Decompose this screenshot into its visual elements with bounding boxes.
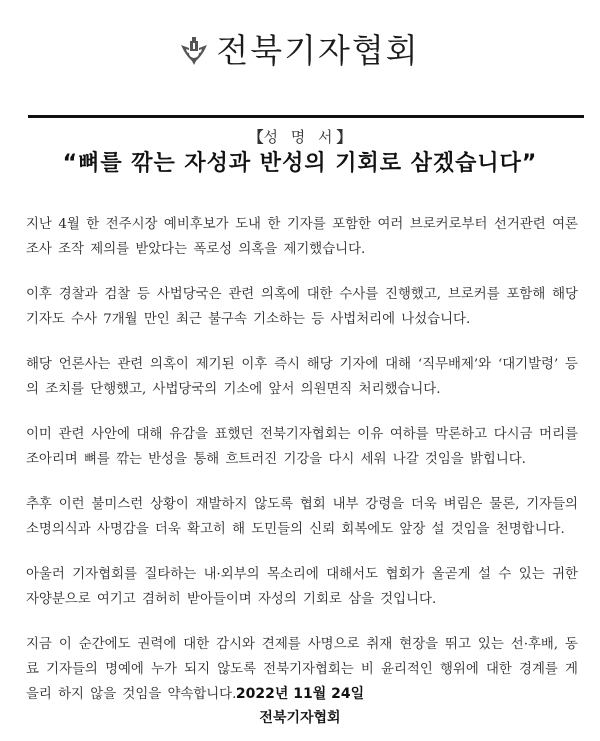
document-type-label bbox=[0, 126, 600, 147]
header-divider bbox=[28, 115, 584, 118]
org-name-logo-text: 전북기자협회 bbox=[216, 30, 420, 70]
statement-label: 성 명 서 bbox=[263, 128, 337, 146]
statement-date: 2022년 11월 24일 bbox=[235, 686, 365, 702]
bracket-close: 】 bbox=[336, 128, 352, 146]
paragraph: 지금 이 순간에도 권력에 대한 감시와 견제를 사명으로 취재 현장을 뛰고 있는 선·후배, 동료 기자들의 명예에 누가 되지 않도록 전북기자협회는 비 윤리적인 행위에 대한 경계를 게을리 하지 않을 것임을 약속합니다. bbox=[26, 637, 578, 702]
document-title: “뼈를 깎는 자성과 반성의 기회로 삼겠습니다” bbox=[62, 151, 538, 176]
paragraph: 해당 언론사는 관련 의혹이 제기된 이후 즉시 해당 기자에 대해 ‘직무배제’와 ‘대기발령’ 등의 조치를 단행했고, 사법당국의 기소에 앞서 의원면직 처리했습니다. bbox=[26, 357, 578, 397]
paragraph: 아울러 기자협회를 질타하는 내·외부의 목소리에 대해서도 협회가 올곧게 설 수 있는 귀한 자양분으로 여기고 겸허히 받아들이며 자성의 기회로 삼을 것입니다. bbox=[26, 567, 578, 607]
paragraph: 이미 관련 사안에 대해 유감을 표했던 전북기자협회는 이유 여하를 막론하고 다시금 머리를 조아리며 뼈를 깎는 반성을 통해 흐트러진 기강을 다시 세워 나갈 것임을 밝힙니다. bbox=[26, 427, 578, 467]
logo bbox=[180, 30, 420, 70]
paragraph: 추후 이런 불미스런 상황이 재발하지 않도록 협회 내부 강령을 더욱 벼림은 물론, 기자들의 소명의식과 사명감을 더욱 확고히 해 도민들의 신뢰 회복에도 앞장 설 것임을 천명합니다. bbox=[26, 497, 578, 537]
signatory: 전북기자협회 bbox=[259, 710, 341, 726]
paragraph: 지난 4월 한 전주시장 예비후보가 도내 한 기자를 포함한 여러 브로커로부터 선거관련 여론조사 조작 제의를 받았다는 폭로성 의혹을 제기했습니다. bbox=[26, 217, 578, 257]
document-body bbox=[26, 212, 578, 727]
bracket-open: 【 bbox=[248, 128, 264, 146]
letterhead bbox=[0, 22, 600, 78]
paragraph: 이후 경찰과 검찰 등 사법당국은 관련 의혹에 대한 수사를 진행했고, 브로커를 포함해 해당 기자도 수사 7개월 만인 최근 불구속 기소하는 등 사법처리에 나섰습니다. bbox=[26, 287, 578, 327]
press-association-emblem-icon bbox=[180, 34, 208, 66]
